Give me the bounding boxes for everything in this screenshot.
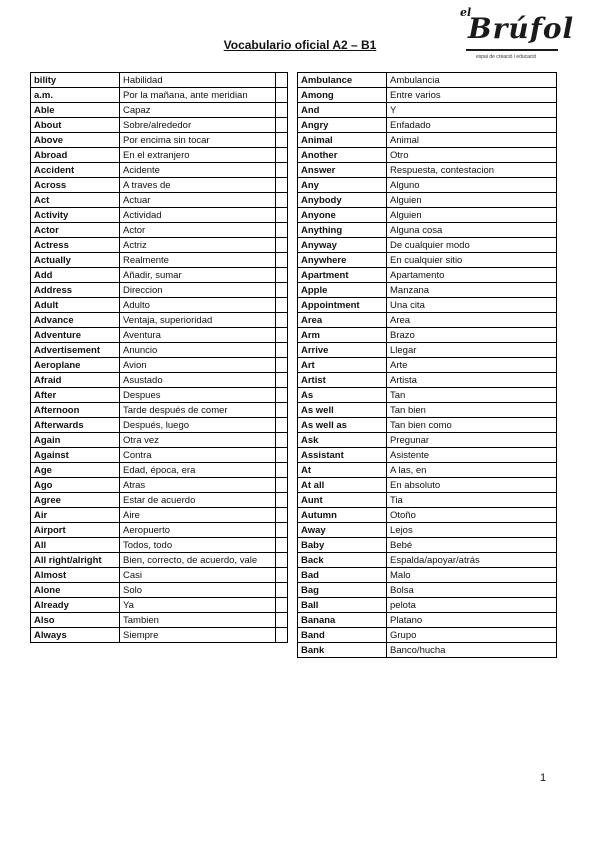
vocab-word: After [31,388,120,403]
vocab-translation: Bebé [387,538,557,553]
vocab-word: Activity [31,208,120,223]
vocab-translation: Todos, todo [120,538,276,553]
vocab-empty-cell [276,283,288,298]
vocab-empty-cell [276,298,288,313]
vocab-row [31,373,288,388]
vocab-word: Among [298,88,387,103]
vocab-translation: Tan bien [387,403,557,418]
vocab-row [298,568,557,583]
vocab-word: Afraid [31,373,120,388]
vocab-row [298,283,557,298]
logo-tagline: espai de creació i educació [476,54,537,60]
vocab-row [298,583,557,598]
vocab-translation: Estar de acuerdo [120,493,276,508]
vocab-row [31,583,288,598]
vocab-row [298,598,557,613]
vocab-translation: A traves de [120,178,276,193]
vocab-empty-cell [276,583,288,598]
vocab-word: All [31,538,120,553]
vocab-translation: De cualquier modo [387,238,557,253]
vocab-row [298,643,557,658]
vocab-word: Banana [298,613,387,628]
vocab-translation: Siempre [120,628,276,643]
vocab-empty-cell [276,448,288,463]
vocab-translation: Tarde después de comer [120,403,276,418]
vocab-word: Actor [31,223,120,238]
vocab-word: Answer [298,163,387,178]
vocab-row [31,118,288,133]
vocab-word: Baby [298,538,387,553]
vocab-translation: Actuar [120,193,276,208]
vocab-translation: Alguna cosa [387,223,557,238]
vocab-word: Bag [298,583,387,598]
vocab-translation: Espalda/apoyar/atrás [387,553,557,568]
vocab-translation: Avion [120,358,276,373]
vocab-translation: Animal [387,133,557,148]
vocab-row [31,178,288,193]
vocab-empty-cell [276,343,288,358]
vocab-word: Advance [31,313,120,328]
vocab-row [31,73,288,88]
vocab-empty-cell [276,238,288,253]
vocab-translation: Pregunar [387,433,557,448]
vocab-translation: Aire [120,508,276,523]
vocab-word: Already [31,598,120,613]
vocab-row [31,388,288,403]
vocab-word: Air [31,508,120,523]
vocab-row [31,88,288,103]
vocab-row [298,493,557,508]
vocab-translation: Actor [120,223,276,238]
vocab-row [298,343,557,358]
vocab-word: Advertisement [31,343,120,358]
vocab-empty-cell [276,133,288,148]
vocab-word: bility [31,73,120,88]
vocab-word: About [31,118,120,133]
vocab-word: Agree [31,493,120,508]
vocab-word: Arm [298,328,387,343]
vocab-word: Back [298,553,387,568]
vocab-row [31,598,288,613]
vocab-translation: Ventaja, superioridad [120,313,276,328]
vocab-row [31,208,288,223]
vocab-word: Another [298,148,387,163]
vocab-row [298,373,557,388]
vocab-row [298,433,557,448]
vocab-empty-cell [276,268,288,283]
vocab-word: Angry [298,118,387,133]
vocab-translation: Respuesta, contestacion [387,163,557,178]
vocab-word: And [298,103,387,118]
vocab-translation: Actriz [120,238,276,253]
vocab-row [31,478,288,493]
vocab-empty-cell [276,193,288,208]
vocab-word: Able [31,103,120,118]
vocab-translation: Asistente [387,448,557,463]
vocab-translation: Bolsa [387,583,557,598]
vocab-row [298,523,557,538]
vocab-row [31,628,288,643]
vocab-empty-cell [276,163,288,178]
vocab-word: Aeroplane [31,358,120,373]
vocab-word: Accident [31,163,120,178]
vocab-row [31,403,288,418]
vocab-translation: Otoño [387,508,557,523]
document-title: Vocabulario oficial A2 – B1 [223,38,377,52]
vocab-translation: Capaz [120,103,276,118]
vocab-translation: Ya [120,598,276,613]
vocab-word: Afterwards [31,418,120,433]
vocab-word: Address [31,283,120,298]
vocab-row [31,493,288,508]
vocab-word: Animal [298,133,387,148]
vocab-translation: Artista [387,373,557,388]
vocab-translation: Brazo [387,328,557,343]
vocab-translation: Bien, correcto, de acuerdo, vale [120,553,276,568]
vocab-row [298,148,557,163]
vocab-row [31,193,288,208]
vocab-row [31,418,288,433]
vocab-row [298,613,557,628]
vocab-translation: Grupo [387,628,557,643]
vocab-translation: Casi [120,568,276,583]
vocab-empty-cell [276,568,288,583]
vocab-row [298,208,557,223]
vocab-word: Also [31,613,120,628]
vocab-empty-cell [276,253,288,268]
vocab-empty-cell [276,88,288,103]
vocab-translation: Malo [387,568,557,583]
vocab-translation: Direccion [120,283,276,298]
vocab-empty-cell [276,538,288,553]
vocab-word: At [298,463,387,478]
vocab-translation: Apartamento [387,268,557,283]
vocab-translation: Otro [387,148,557,163]
vocab-empty-cell [276,433,288,448]
vocab-translation: Lejos [387,523,557,538]
vocab-word: Across [31,178,120,193]
vocab-translation: Area [387,313,557,328]
vocab-word: Almost [31,568,120,583]
vocab-row [298,133,557,148]
vocab-row [298,238,557,253]
vocab-word: Age [31,463,120,478]
vocab-word: Adventure [31,328,120,343]
vocab-word: Band [298,628,387,643]
vocab-word: At all [298,478,387,493]
vocab-empty-cell [276,628,288,643]
vocab-translation: Arte [387,358,557,373]
logo-underline [466,49,558,51]
vocab-word: Adult [31,298,120,313]
vocab-word: Against [31,448,120,463]
vocab-empty-cell [276,208,288,223]
vocab-translation: Banco/hucha [387,643,557,658]
vocab-row [298,538,557,553]
vocab-word: Apple [298,283,387,298]
vocab-word: Bank [298,643,387,658]
vocab-translation: Entre varios [387,88,557,103]
vocab-row [31,163,288,178]
vocab-row [31,238,288,253]
vocab-translation: Contra [120,448,276,463]
vocab-row [298,178,557,193]
vocab-row [31,313,288,328]
vocab-empty-cell [276,358,288,373]
vocab-empty-cell [276,478,288,493]
vocab-translation: pelota [387,598,557,613]
vocab-word: Ambulance [298,73,387,88]
vocab-word: Anywhere [298,253,387,268]
vocab-row [298,328,557,343]
vocab-translation: Habilidad [120,73,276,88]
vocab-row [31,253,288,268]
vocab-word: Act [31,193,120,208]
vocab-empty-cell [276,598,288,613]
vocab-translation: Por encima sin tocar [120,133,276,148]
vocab-empty-cell [276,463,288,478]
logo-wordmark: Brúfol [468,12,575,45]
vocab-translation: Aventura [120,328,276,343]
vocab-translation: Actividad [120,208,276,223]
vocab-empty-cell [276,403,288,418]
vocab-translation: Otra vez [120,433,276,448]
vocab-row [298,118,557,133]
vocab-row [31,508,288,523]
vocab-word: Abroad [31,148,120,163]
vocab-empty-cell [276,328,288,343]
vocab-row [31,133,288,148]
vocab-word: Anybody [298,193,387,208]
vocab-word: As well as [298,418,387,433]
vocab-word: Arrive [298,343,387,358]
vocab-row [298,193,557,208]
vocab-empty-cell [276,148,288,163]
vocab-translation: Asustado [120,373,276,388]
vocab-empty-cell [276,103,288,118]
vocab-translation: Solo [120,583,276,598]
vocab-translation: Tan [387,388,557,403]
vocab-word: a.m. [31,88,120,103]
vocab-word: Anyway [298,238,387,253]
vocab-translation: Despues [120,388,276,403]
vocab-row [298,268,557,283]
vocabulary-table-left [30,72,288,643]
vocab-row [298,103,557,118]
vocab-empty-cell [276,508,288,523]
vocab-word: Away [298,523,387,538]
vocab-translation: Adulto [120,298,276,313]
vocab-word: Autumn [298,508,387,523]
vocab-row [31,283,288,298]
vocab-row [298,553,557,568]
vocab-word: Above [31,133,120,148]
vocab-word: Add [31,268,120,283]
vocab-translation: Acidente [120,163,276,178]
logo-prefix: el [460,6,472,19]
vocabulary-table-right [297,72,557,658]
vocab-word: Again [31,433,120,448]
vocab-word: Always [31,628,120,643]
vocab-row [31,268,288,283]
vocab-word: Apartment [298,268,387,283]
vocab-word: Airport [31,523,120,538]
vocab-empty-cell [276,553,288,568]
vocab-translation: Ambulancia [387,73,557,88]
vocab-translation: Una cita [387,298,557,313]
vocab-empty-cell [276,118,288,133]
vocab-word: Assistant [298,448,387,463]
vocab-translation: Alguien [387,208,557,223]
vocab-word: Any [298,178,387,193]
vocab-empty-cell [276,523,288,538]
vocab-translation: Realmente [120,253,276,268]
vocab-word: Ago [31,478,120,493]
vocab-translation: Después, luego [120,418,276,433]
vocab-empty-cell [276,493,288,508]
brufol-logo [458,6,575,66]
vocab-row [31,523,288,538]
vocab-row [298,628,557,643]
vocab-row [298,298,557,313]
vocab-empty-cell [276,373,288,388]
vocab-row [31,328,288,343]
vocab-word: Art [298,358,387,373]
vocab-word: Bad [298,568,387,583]
vocab-row [298,448,557,463]
vocab-row [31,538,288,553]
vocab-translation: A las, en [387,463,557,478]
vocab-row [298,163,557,178]
vocab-empty-cell [276,613,288,628]
vocab-row [298,403,557,418]
vocab-translation: Platano [387,613,557,628]
vocab-row [298,508,557,523]
vocab-translation: Edad, época, era [120,463,276,478]
vocab-row [31,433,288,448]
vocab-row [298,418,557,433]
vocab-row [298,223,557,238]
vocab-word: Anything [298,223,387,238]
vocab-translation: Por la mañana, ante meridian [120,88,276,103]
vocab-word: Appointment [298,298,387,313]
vocab-translation: Tambien [120,613,276,628]
vocab-row [298,73,557,88]
vocab-word: As [298,388,387,403]
vocab-row [298,253,557,268]
vocab-word: Actually [31,253,120,268]
vocab-empty-cell [276,73,288,88]
vocab-empty-cell [276,178,288,193]
vocab-row [298,313,557,328]
vocab-empty-cell [276,223,288,238]
vocab-empty-cell [276,418,288,433]
vocab-row [31,103,288,118]
vocab-translation: Y [387,103,557,118]
vocab-row [31,568,288,583]
vocab-translation: Sobre/alrededor [120,118,276,133]
vocab-row [31,223,288,238]
vocab-row [31,298,288,313]
vocab-translation: Atras [120,478,276,493]
vocab-row [31,343,288,358]
vocab-translation: Tia [387,493,557,508]
vocab-translation: En absoluto [387,478,557,493]
vocab-empty-cell [276,388,288,403]
vocab-translation: Llegar [387,343,557,358]
vocab-translation: Anuncio [120,343,276,358]
vocab-translation: Alguno [387,178,557,193]
vocab-translation: Enfadado [387,118,557,133]
vocab-row [31,448,288,463]
vocab-row [298,388,557,403]
vocab-word: Actress [31,238,120,253]
vocab-word: Aunt [298,493,387,508]
vocab-row [298,358,557,373]
vocab-word: As well [298,403,387,418]
vocab-translation: Alguien [387,193,557,208]
vocab-row [31,613,288,628]
vocab-empty-cell [276,313,288,328]
vocab-row [298,88,557,103]
vocab-row [31,358,288,373]
vocab-word: Ask [298,433,387,448]
vocab-translation: Manzana [387,283,557,298]
vocab-row [31,463,288,478]
vocab-word: Afternoon [31,403,120,418]
vocab-word: Anyone [298,208,387,223]
vocab-row [298,463,557,478]
vocab-row [298,478,557,493]
vocab-translation: En cualquier sitio [387,253,557,268]
vocab-word: All right/alright [31,553,120,568]
vocab-translation: Añadir, sumar [120,268,276,283]
vocab-row [31,553,288,568]
vocab-word: Area [298,313,387,328]
vocab-translation: En el extranjero [120,148,276,163]
page-number: 1 [540,772,547,784]
vocab-translation: Aeropuerto [120,523,276,538]
vocab-row [31,148,288,163]
vocab-word: Artist [298,373,387,388]
vocab-word: Ball [298,598,387,613]
vocab-word: Alone [31,583,120,598]
vocab-translation: Tan bien como [387,418,557,433]
